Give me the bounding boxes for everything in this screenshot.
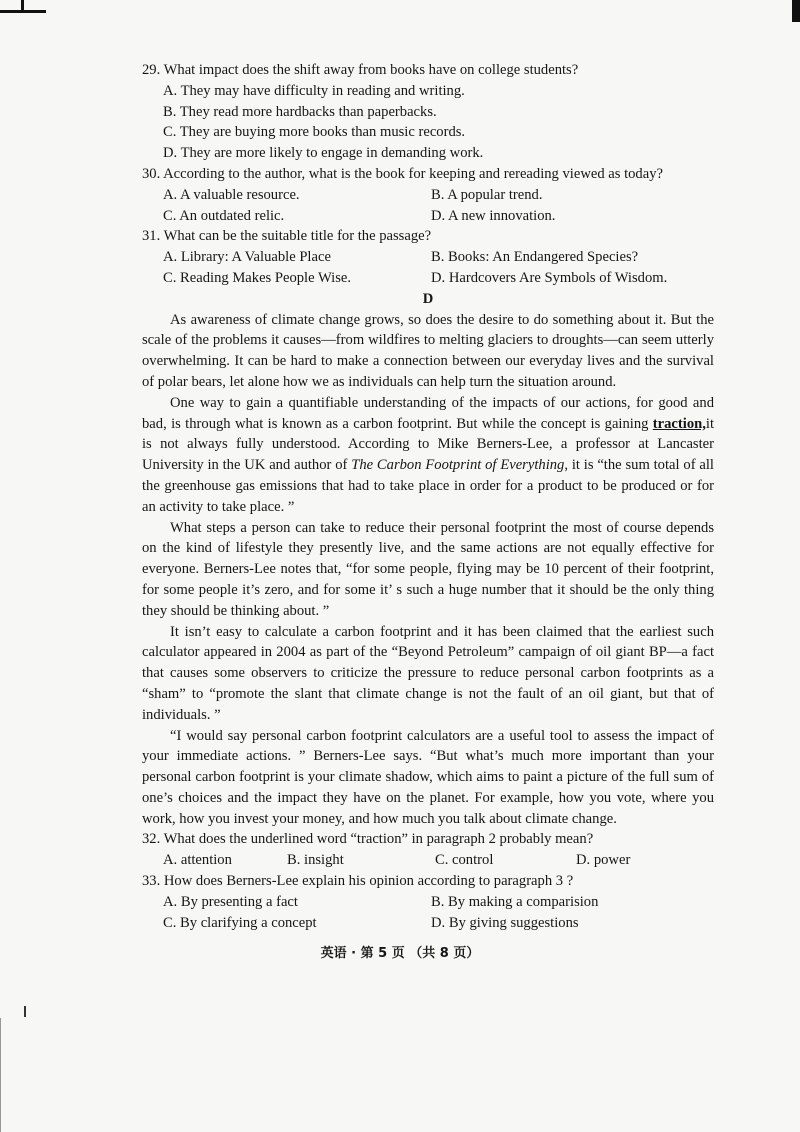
question-30-options-row-2 xyxy=(142,206,714,227)
underlined-word-traction: traction, xyxy=(652,415,706,432)
question-32-option-a: A. attention xyxy=(163,852,232,869)
question-30-stem: 30. According to the author, what is the book for keeping and rereading viewed as today? xyxy=(142,165,663,182)
passage-paragraph-5: “I would say personal carbon footprint calculators are a useful tool to assess the impact of your immediate actions. ” Berners-Lee says. “But what’s much more important than your personal carbon footprint is your climate shadow, which aims to paint a picture of the full sum of one’s choices and the impact they have on the planet. For example, how you vote, where you work, how you invest your money, and how much you talk about climate change. xyxy=(142,727,714,827)
question-33-option-d: D. By giving suggestions xyxy=(431,914,579,931)
question-33-option-a: A. By presenting a fact xyxy=(163,893,298,910)
question-29-option-b: B. They read more hardbacks than paperbacks. xyxy=(163,103,437,120)
question-29-option-a: A. They may have difficulty in reading and writing. xyxy=(163,82,465,99)
margin-mark xyxy=(24,1006,26,1017)
page-footer: 英语 · 第 5 页 （共 8 页） xyxy=(320,946,480,961)
question-30-option-d: D. A new innovation. xyxy=(431,207,556,224)
question-30-option-a: A. A valuable resource. xyxy=(163,186,300,203)
question-32-stem: 32. What does the underlined word “traction” in paragraph 2 probably mean? xyxy=(142,831,594,848)
question-31-stem: 31. What can be the suitable title for the passage? xyxy=(142,228,432,245)
corner-registration-mark xyxy=(0,0,46,16)
question-33-option-c: C. By clarifying a concept xyxy=(163,914,317,931)
paragraph-2-text-before: One way to gain a quantifiable understanding of the impacts of our actions, for good and bad, is through what is known as a carbon footprint. But while the concept is gaining xyxy=(142,394,714,432)
question-30-options-row-1 xyxy=(142,185,714,206)
question-31-options-row-2 xyxy=(142,268,714,289)
paragraph-2-text-after: , it is “the sum total of all the greenhouse gas emissions that had to take place in order for a product to be produced or for an activity to take place. ” xyxy=(142,457,714,515)
book-title: The Carbon Footprint of Everything xyxy=(351,457,565,474)
passage-paragraph-1: As awareness of climate change grows, so does the desire to do something about it. But the scale of the problems it causes—from wildfires to melting glaciers to droughts—can seem utterly overwhelming. It can be hard to make a connection between our everyday lives and the survival of polar bears, let alone how we as individuals can help turn the situation around. xyxy=(142,311,714,390)
question-32-options xyxy=(142,850,714,871)
section-label: D xyxy=(422,290,434,307)
page-edge xyxy=(0,1018,1,1132)
exam-content xyxy=(142,60,714,933)
question-29-stem: 29. What impact does the shift away from books have on college students? xyxy=(142,62,579,78)
question-31-option-a: A. Library: A Valuable Place xyxy=(163,249,331,266)
question-29-option-d: D. They are more likely to engage in demanding work. xyxy=(163,145,484,162)
question-32-option-b: B. insight xyxy=(287,852,344,869)
passage-paragraph-3: What steps a person can take to reduce their personal footprint the most of course depends on the kind of lifestyle they presently live, and the same actions are not equally effective for everyone. Berners-Lee notes that, “for some people, flying may be 10 percent of their footprint, for some people it’s zero, and for some it’ s such a huge number that it should be the only thing they should be thinking about. ” xyxy=(142,519,714,619)
question-31-option-b: B. Books: An Endangered Species? xyxy=(431,249,639,266)
question-30-option-c: C. An outdated relic. xyxy=(163,207,285,224)
question-29-option-c: C. They are buying more books than music records. xyxy=(163,124,466,141)
paragraph-2-text-mid: it is not always fully understood. According to Mike Berners-Lee, a professor at Lancaster University in the UK and author of xyxy=(142,415,714,474)
question-32-option-d: D. power xyxy=(576,852,631,869)
corner-bar-mark xyxy=(792,0,800,22)
question-31-option-c: C. Reading Makes People Wise. xyxy=(163,269,352,286)
question-33-options-row-2 xyxy=(142,913,714,934)
question-32-option-c: C. control xyxy=(435,852,494,869)
question-31-options-row-1 xyxy=(142,247,714,268)
question-30-option-b: B. A popular trend. xyxy=(431,186,543,203)
question-33-option-b: B. By making a comparision xyxy=(431,893,599,910)
question-31-option-d: D. Hardcovers Are Symbols of Wisdom. xyxy=(431,269,668,286)
passage-paragraph-4: It isn’t easy to calculate a carbon footprint and it has been claimed that the earliest such calculator appeared in 2004 as part of the “Beyond Petroleum” campaign of oil giant BP—a fact that causes some observers to criticize the pressure to reduce personal carbon footprints as a “sham” to “promote the slant that climate change is not the fault of an oil giant, but that of individuals. ” xyxy=(142,623,714,723)
passage-paragraph-2 xyxy=(142,393,714,518)
question-33-stem: 33. How does Berners-Lee explain his opinion according to paragraph 3 ? xyxy=(142,873,574,890)
question-33-options-row-1 xyxy=(142,892,714,913)
